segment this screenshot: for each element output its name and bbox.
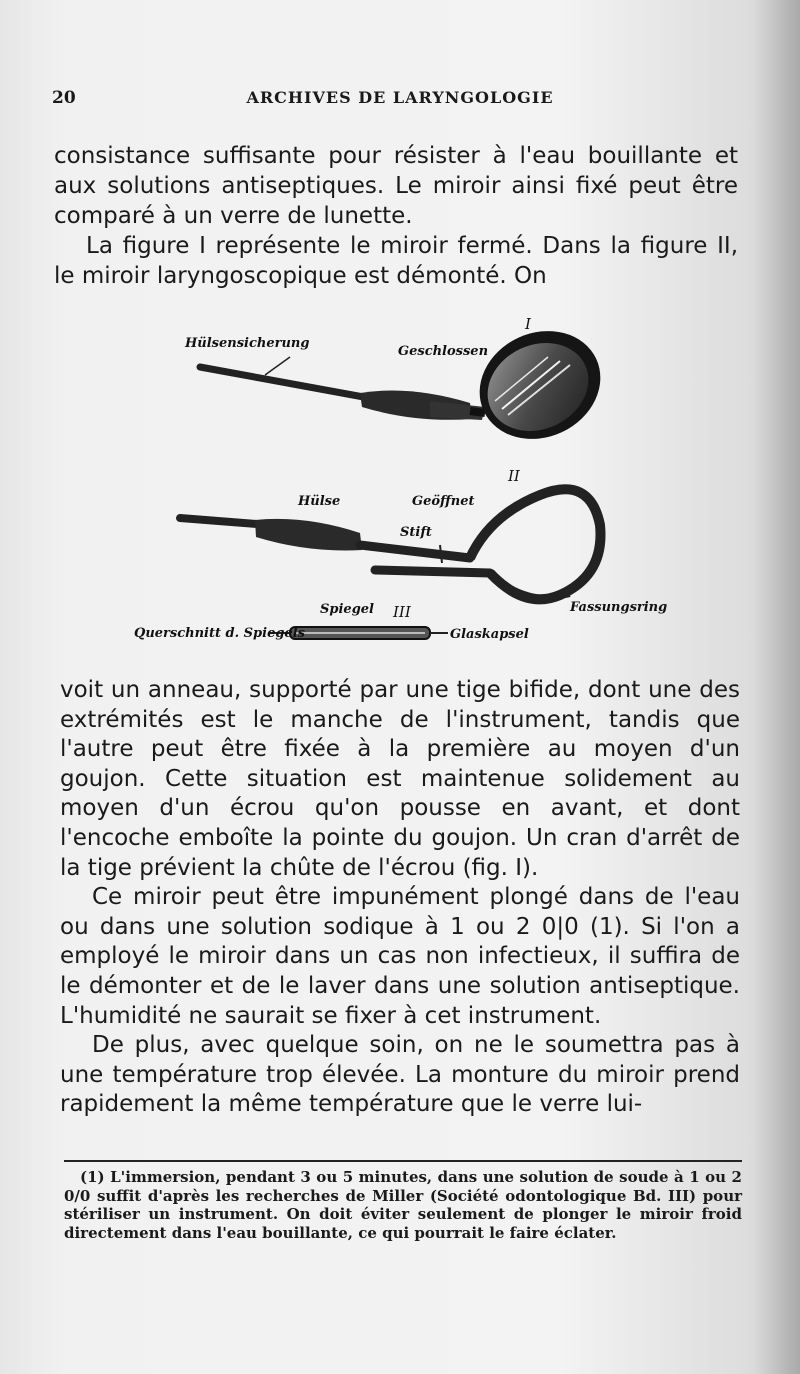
figure-one-closed-mirror [184, 315, 618, 458]
page-number: 20 [52, 88, 76, 108]
footnote-divider [64, 1160, 742, 1162]
label-querschnitt: Querschnitt d. Spiegels [134, 626, 305, 641]
figure-numeral-two: II [508, 467, 520, 485]
page-header [0, 86, 800, 112]
figure-numeral-three: III [393, 603, 411, 621]
paragraph: La figure I représente le miroir fermé. Dans la figure II, le miroir laryngoscopique est démonté. On [54, 233, 738, 289]
figure-three-cross-section [134, 602, 529, 642]
figure-illustration [130, 315, 690, 660]
footnote-text: (1) L'immersion, pendant 3 ou 5 minutes, dans une solution de soude à 1 ou 2 0/0 suffit d'après les recherches de Miller (Société odontologique Bd. III) pour stériliser un instrument. On doit éviter seulement de plonger le miroir froid directement dans l'eau bouillante, ce qui pourrait le faire éclater. [64, 1168, 742, 1242]
laryngoscope-figure [130, 315, 690, 660]
label-geoeffnet: Geöffnet [412, 494, 475, 509]
footnote [64, 1168, 742, 1242]
figure-numeral-one: I [525, 315, 531, 333]
body-text-block [60, 676, 740, 1120]
label-huelsensicherung: Hülsensicherung [185, 336, 310, 351]
label-huelse: Hülse [298, 494, 341, 509]
label-stift: Stift [400, 525, 432, 540]
paragraph: De plus, avec quelque soin, on ne le soumettra pas à une température trop élevée. La monture du miroir prend rapidement la même température que le verre lui- [60, 1032, 740, 1118]
top-text-block [54, 141, 738, 291]
running-title: ARCHIVES DE LARYNGOLOGIE [246, 88, 554, 107]
label-geschlossen: Geschlossen [398, 344, 489, 359]
label-fassungsring: Fassungsring [570, 600, 668, 615]
paragraph: consistance suffisante pour résister à l'eau bouillante et aux solutions antiseptiques. Le miroir ainsi fixé peut être comparé à un verre de lunette. [54, 143, 738, 229]
paragraph: voit un anneau, supporté par une tige bifide, dont une des extrémités est le manche de l'instrument, tandis que l'autre peut être fixée à la première au moyen d'un goujon. Cette situation est maintenue solidement au moyen d'un écrou qu'on pousse en avant, et dont l'encoche emboîte la pointe du goujon. Un cran d'arrêt de la tige prévient la chûte de l'écrou (fig. I). [60, 677, 740, 881]
label-spiegel: Spiegel [320, 602, 374, 617]
figure-two-open-mirror [180, 467, 667, 615]
paragraph: Ce miroir peut être impunément plongé dans de l'eau ou dans une solution sodique à 1 ou 2 0|0 (1). Si l'on a employé le miroir dans un cas non infectieux, il suffira de le démonter et de le laver dans une solution antiseptique. L'humidité ne saurait se fixer à cet instrument. [60, 884, 740, 1029]
label-glaskapsel: Glaskapsel [450, 627, 529, 642]
